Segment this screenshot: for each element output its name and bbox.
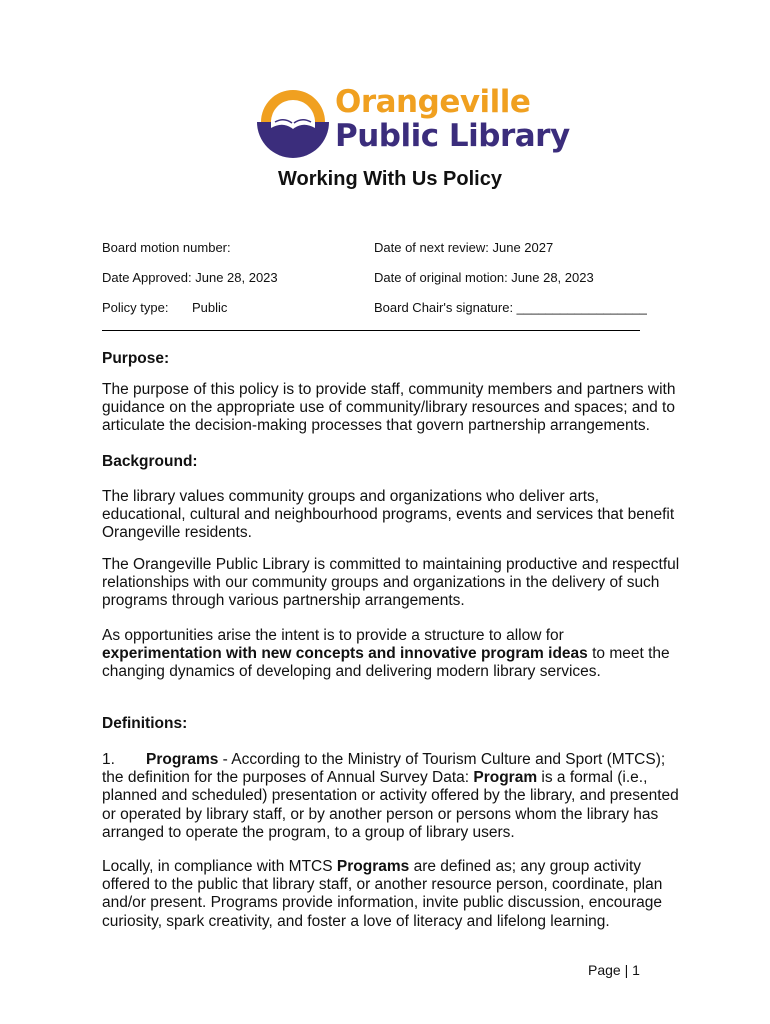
background-paragraph-1: The library values community groups and organizations who deliver arts, educational, cultural and neighbourhood programs, events and services that benefit Orangeville residents. bbox=[102, 488, 675, 542]
emphasis-experimentation: experimentation with new concepts and innovative program ideas bbox=[102, 645, 588, 663]
page-number: Page | 1 bbox=[588, 962, 640, 978]
open-book-sunrise-icon bbox=[253, 82, 333, 162]
page-title: Working With Us Policy bbox=[278, 168, 502, 190]
next-review-date: Date of next review: June 2027 bbox=[374, 240, 554, 255]
policy-type-value: Public bbox=[192, 300, 228, 315]
logo-text-line1: Orangeville bbox=[335, 84, 531, 120]
term-programs: Programs bbox=[146, 751, 219, 768]
list-number: 1. bbox=[102, 751, 115, 768]
purpose-heading: Purpose: bbox=[102, 350, 170, 367]
background-paragraph-2: The Orangeville Public Library is committed to maintaining productive and respectful relationships with our community groups and organizations in the delivery of such programs through various partnership arrangements. bbox=[102, 556, 680, 610]
background-heading: Background: bbox=[102, 453, 198, 470]
board-motion-number: Board motion number: bbox=[102, 240, 231, 255]
library-logo bbox=[253, 82, 570, 162]
local-definition: Locally, in compliance with MTCS Programs are defined as; any group activity offered to the public that library staff, or another resource person, coordinate, plan and/or present. Programs provide information, invite public discussion, encourage curiosity, spark creativity, and foster a love of literacy and lifelong learning. bbox=[102, 858, 663, 930]
logo-text-line2: Public Library bbox=[335, 118, 570, 154]
definition-programs: 1. Programs - According to the Ministry of Tourism Culture and Sport (MTCS); the definition for the purposes of Annual Survey Data: Program is a formal (i.e., planned and scheduled) presentation or activity offered by the library, and presented or operated by library staff, or by another person or persons whom the library has arranged to operate the program, to a group of library users. bbox=[102, 751, 679, 841]
board-chair-signature: Board Chair's signature: __________________ bbox=[374, 300, 647, 315]
term-program: Program bbox=[473, 769, 538, 787]
definitions-heading: Definitions: bbox=[102, 715, 188, 732]
date-approved: Date Approved: June 28, 2023 bbox=[102, 270, 278, 285]
header-divider bbox=[102, 330, 640, 331]
purpose-text: The purpose of this policy is to provide staff, community members and partners with guidance on the appropriate use of community/library resources and spaces; and to articulate the decision-making processes that govern partnership arrangements. bbox=[102, 381, 676, 435]
original-motion-date: Date of original motion: June 28, 2023 bbox=[374, 270, 594, 285]
term-programs-local: Programs bbox=[336, 858, 410, 875]
policy-type-label: Policy type: bbox=[102, 300, 169, 315]
background-paragraph-3: As opportunities arise the intent is to provide a structure to allow for experimentation with new concepts and innovative program ideas to meet the changing dynamics of developing and delivering modern library services. bbox=[102, 627, 670, 681]
